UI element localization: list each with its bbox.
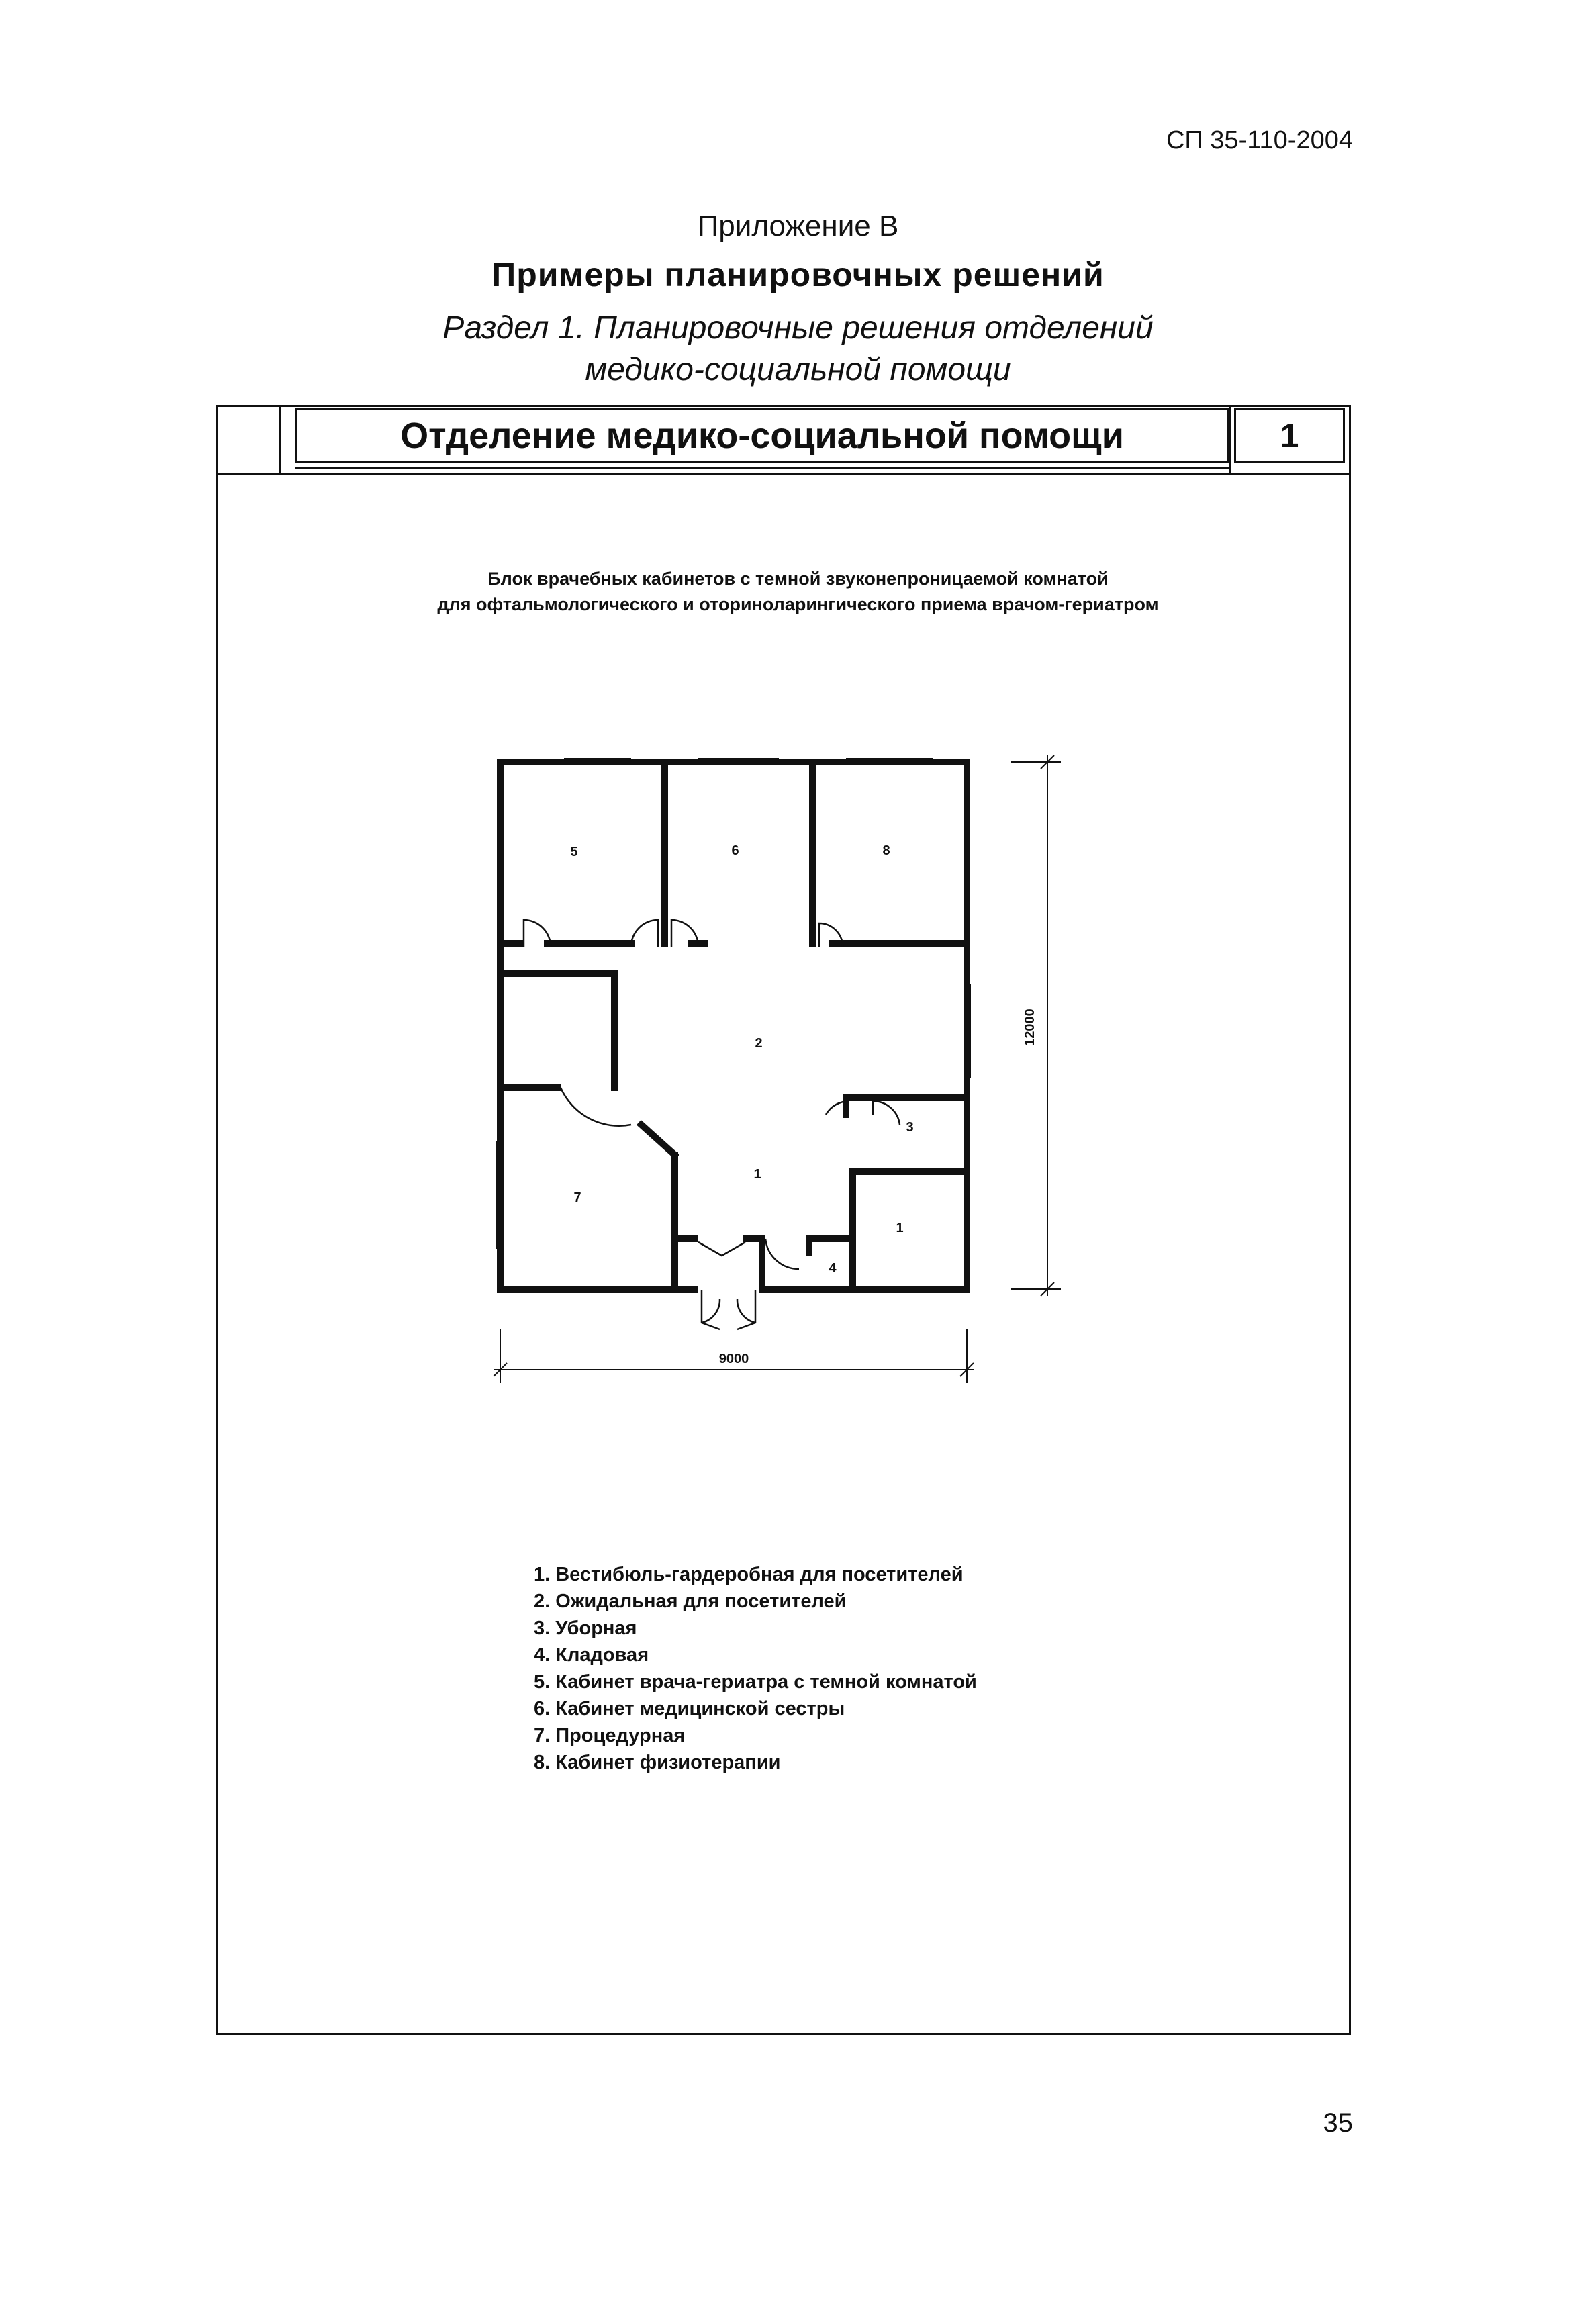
room7-angled-wall [641, 1125, 675, 1155]
legend-item: 6. Кабинет медицинской сестры [534, 1698, 845, 1720]
legend-item: 5. Кабинет врача-гериатра с темной комнатой [534, 1671, 977, 1693]
sheet-header-stub-right [1229, 405, 1231, 473]
door-toilet-b [873, 1101, 900, 1125]
legend-item: 3. Уборная [534, 1617, 637, 1639]
door-entrance-swing [702, 1299, 755, 1323]
room-legend [534, 1561, 977, 1776]
sheet-title-underline [295, 467, 1229, 469]
dimension-label-9000: 9000 [718, 1352, 749, 1366]
room-label-1-room: 1 [896, 1221, 904, 1235]
door-room7 [561, 1088, 631, 1126]
document-code: СП 35-110-2004 [1166, 126, 1353, 154]
plan-caption-line-2: для офтальмологического и оториноларингического приема врачом-гериатром [437, 594, 1159, 614]
room-label-6: 6 [731, 843, 739, 858]
plan-caption-line-1: Блок врачебных кабинетов с темной звуконепроницаемой комнатой [487, 569, 1109, 589]
plan-caption [0, 566, 1596, 617]
room-label-8: 8 [882, 843, 890, 858]
plan-walls [500, 762, 967, 1289]
room-label-7: 7 [573, 1190, 581, 1205]
plan-windows [497, 759, 970, 1249]
plan-doors [524, 920, 900, 1329]
page-number: 35 [1323, 2108, 1353, 2138]
door-room6-left [631, 920, 658, 947]
door-entrance-outer [702, 1290, 755, 1329]
room-label-4: 4 [829, 1261, 837, 1276]
legend-item: 1. Вестибюль-гардеробная для посетителей [534, 1564, 964, 1585]
appendix-title: Примеры планировочных решений [491, 256, 1105, 293]
sheet-header-stub-left [279, 405, 281, 473]
room-label-2: 2 [755, 1036, 763, 1051]
door-vestibule-inner [698, 1242, 745, 1256]
door-storage [765, 1239, 799, 1269]
appendix-label: Приложение В [697, 209, 899, 242]
room-label-5: 5 [570, 845, 578, 859]
legend-item: 7. Процедурная [534, 1725, 686, 1746]
sheet-title: Отделение медико-социальной помощи [400, 416, 1124, 456]
section-title-line-2: медико-социальной помощи [585, 352, 1011, 387]
room-label-3: 3 [906, 1120, 914, 1135]
sheet-header-divider [216, 473, 1351, 475]
room-label-1-vestibule: 1 [753, 1167, 761, 1182]
floor-plan [470, 739, 1088, 1397]
legend-item: 2. Ожидальная для посетителей [534, 1591, 847, 1612]
legend-item: 4. Кладовая [534, 1644, 649, 1666]
sheet-number: 1 [1280, 417, 1299, 455]
section-title [0, 308, 1596, 391]
legend-item: 8. Кабинет физиотерапии [534, 1752, 781, 1773]
dimension-label-12000: 12000 [1023, 1008, 1037, 1046]
section-title-line-1: Раздел 1. Планировочные решения отделений [442, 310, 1154, 346]
